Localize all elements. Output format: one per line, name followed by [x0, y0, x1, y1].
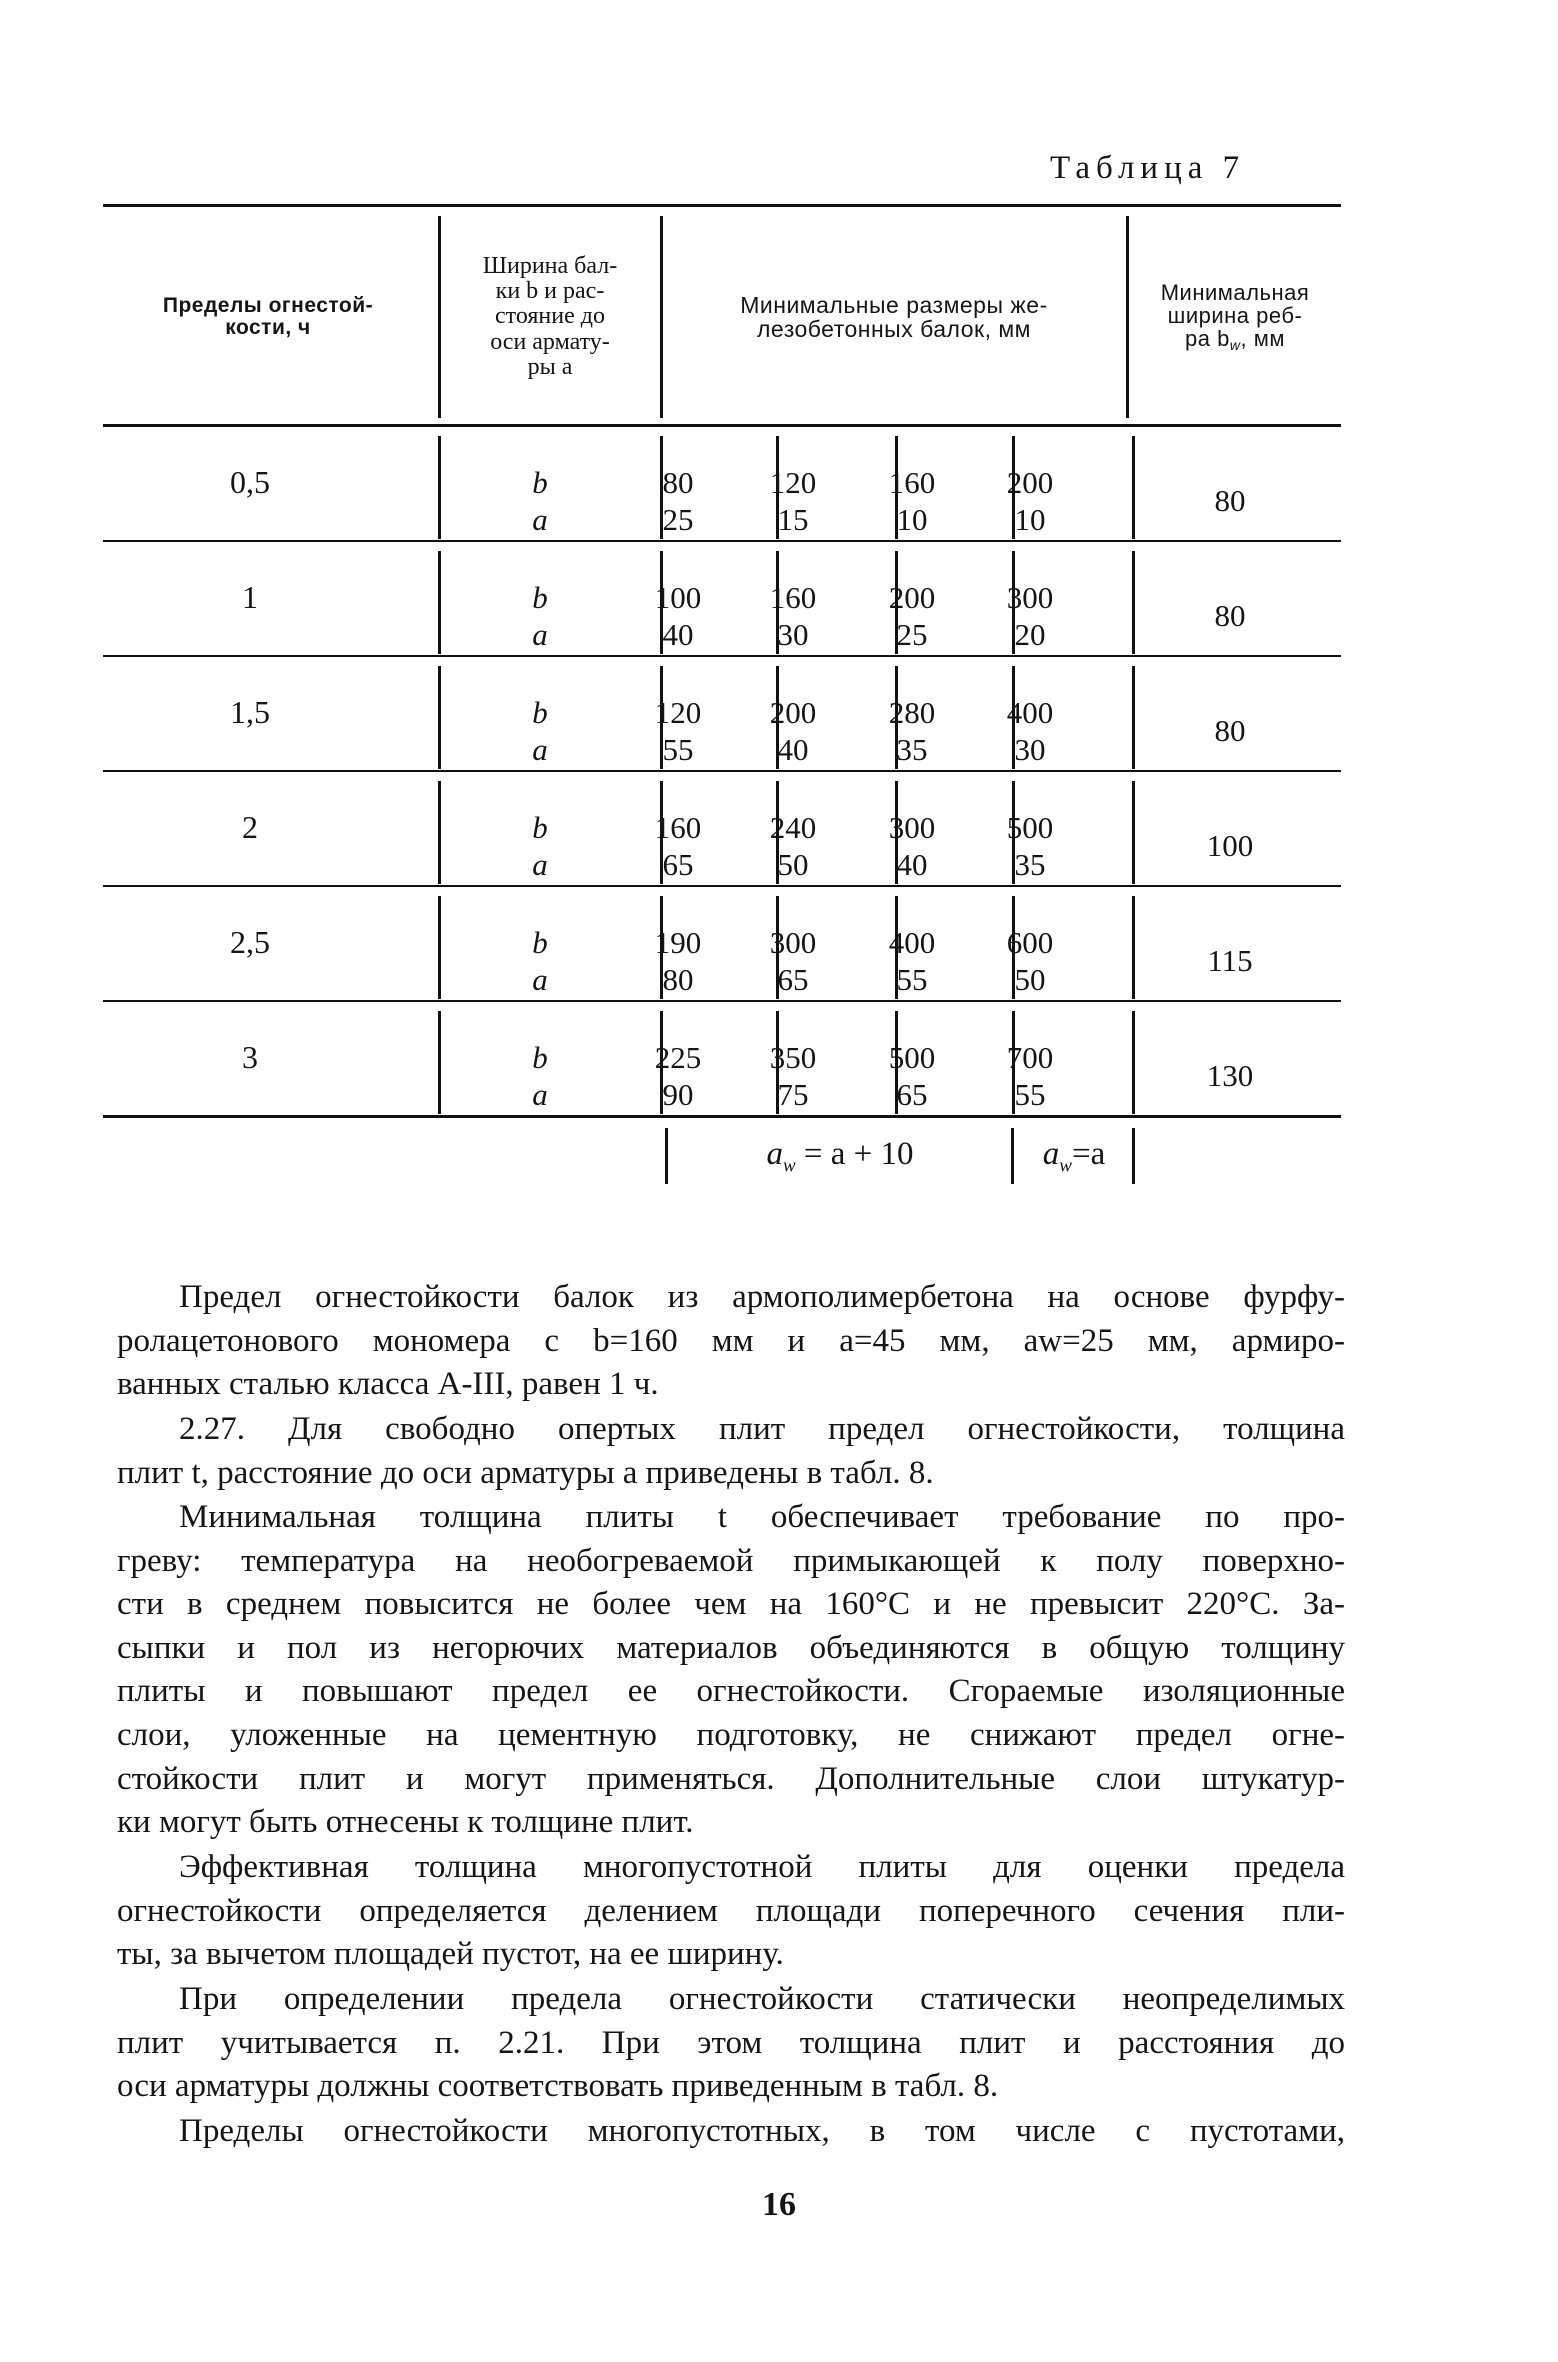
text-line: сыпки и пол из негорючих материалов объединяются в общую толщину — [117, 1629, 1345, 1666]
row-label-b: b — [532, 1040, 548, 1075]
row-separator — [103, 885, 1341, 887]
dimension-b-value: 700 — [1006, 1040, 1054, 1075]
fire-resistance-period: 1 — [242, 579, 258, 615]
column-divider — [1132, 666, 1135, 769]
dimension-b-value: 120 — [769, 465, 817, 500]
text-line: плит t, расстояние до оси арматуры a приведены в табл. 8. — [117, 1454, 934, 1491]
column-divider — [1132, 436, 1135, 539]
paragraph — [117, 1276, 1345, 1407]
dimension-b-value: 80 — [662, 465, 694, 500]
dimension-b-value: 160 — [769, 580, 817, 615]
dimension-b-value: 300 — [1006, 580, 1054, 615]
dimension-a-value: 40 — [896, 847, 928, 882]
column-divider — [438, 781, 441, 884]
fire-resistance-period: 2 — [242, 809, 258, 845]
dimension-b-value: 280 — [888, 695, 936, 730]
page-number: 16 — [762, 2186, 796, 2223]
dimension-b-value: 500 — [888, 1040, 936, 1075]
column-divider — [1011, 1128, 1014, 1184]
dimension-b-value: 160 — [888, 465, 936, 500]
text-line: Минимальная толщина плиты t обеспечивает требование по про- — [179, 1499, 1345, 1535]
row-label-a: a — [532, 962, 548, 997]
dimension-b-value: 160 — [654, 810, 702, 845]
dimension-a-value: 50 — [777, 847, 809, 882]
text-line: ролацетонового мономера с b=160 мм и a=45 мм, aw=25 мм, армиро- — [117, 1322, 1345, 1359]
dimension-a-value: 15 — [777, 502, 809, 537]
header-width-and-distance: Ширина бал- ки b и рас- стояние до оси армату- ры a — [482, 253, 618, 380]
dimension-a-value: 80 — [662, 962, 694, 997]
dimension-a-value: 35 — [1014, 847, 1046, 882]
row-separator — [103, 1000, 1341, 1002]
header-fire-resistance: Пределы огнестой- кости, ч — [162, 293, 374, 339]
row-label-a: a — [532, 847, 548, 882]
fire-resistance-period: 3 — [242, 1039, 258, 1075]
row-separator — [103, 655, 1341, 657]
dimension-a-value: 90 — [662, 1077, 694, 1112]
dimension-a-value: 75 — [777, 1077, 809, 1112]
column-divider — [1132, 1011, 1135, 1114]
dimension-b-value: 200 — [769, 695, 817, 730]
dimension-a-value: 35 — [896, 732, 928, 767]
dimension-a-value: 65 — [777, 962, 809, 997]
dimension-b-value: 200 — [1006, 465, 1054, 500]
min-rib-width-value: 100 — [1206, 828, 1254, 863]
dimension-a-value: 40 — [777, 732, 809, 767]
header-min-rib-width: Минимальная ширина реб- ра $b_w$, мм — [1160, 280, 1310, 354]
dimension-b-value: 400 — [1006, 695, 1054, 730]
dimension-b-value: 400 — [888, 925, 936, 960]
table-bottom-rule — [103, 1115, 1341, 1118]
column-divider — [438, 1011, 441, 1114]
paragraph — [117, 1496, 1345, 1845]
dimension-a-value: 25 — [662, 502, 694, 537]
table-caption: Таблица 7 — [1050, 150, 1246, 186]
text-line: слои, уложенные на цементную подготовку, не снижают предел огне- — [117, 1716, 1345, 1753]
text-line: огнестойкости определяется делением площади поперечного сечения пли- — [117, 1892, 1345, 1929]
formula-aw-equals-a: $a_w=a$ — [1042, 1136, 1106, 1177]
dimension-a-value: 50 — [1014, 962, 1046, 997]
text-line: плиты и повышают предел ее огнестойкости. Сгораемые изоляционные — [117, 1673, 1345, 1710]
row-label-a: a — [532, 617, 548, 652]
column-divider — [438, 896, 441, 999]
column-divider — [665, 1128, 668, 1184]
row-label-a: a — [532, 502, 548, 537]
row-separator — [103, 770, 1341, 772]
paragraph — [117, 1408, 1345, 1495]
text-line: плит учитывается п. 2.21. При этом толщина плит и расстояния до — [117, 2024, 1345, 2061]
min-rib-width-value: 115 — [1207, 943, 1253, 978]
min-rib-width-value: 80 — [1214, 483, 1246, 518]
row-label-b: b — [532, 695, 548, 730]
fire-resistance-period: 1,5 — [230, 694, 270, 730]
row-label-b: b — [532, 465, 548, 500]
dimension-a-value: 30 — [777, 617, 809, 652]
text-line: Пределы огнестойкости многопустотных, в том числе с пустотами, — [179, 2113, 1345, 2149]
paragraph — [117, 1978, 1345, 2109]
dimension-a-value: 30 — [1014, 732, 1046, 767]
text-line: греву: температура на необогреваемой примыкающей к полу поверхно- — [117, 1542, 1345, 1579]
dimension-b-value: 350 — [769, 1040, 817, 1075]
dimension-a-value: 65 — [896, 1077, 928, 1112]
dimension-b-value: 240 — [769, 810, 817, 845]
dimension-a-value: 55 — [896, 962, 928, 997]
text-line: ты, за вычетом площадей пустот, на ее ширину. — [117, 1936, 784, 1973]
dimension-a-value: 20 — [1014, 617, 1046, 652]
column-divider — [1132, 551, 1135, 654]
row-label-b: b — [532, 810, 548, 845]
row-separator — [103, 540, 1341, 542]
paragraph — [117, 2110, 1345, 2154]
text-line: сти в среднем повысится не более чем на 160°С и не превысит 220°С. За- — [117, 1586, 1345, 1623]
dimension-a-value: 10 — [896, 502, 928, 537]
table-header-rule — [103, 424, 1341, 427]
table-top-rule — [103, 204, 1341, 207]
dimension-b-value: 190 — [654, 925, 702, 960]
dimension-a-value: 40 — [662, 617, 694, 652]
dimension-b-value: 600 — [1006, 925, 1054, 960]
dimension-b-value: 100 — [654, 580, 702, 615]
formula-aw-a-plus-10: $a_w = a + 10$ — [766, 1136, 914, 1177]
dimension-a-value: 55 — [662, 732, 694, 767]
dimension-b-value: 200 — [888, 580, 936, 615]
column-divider — [1132, 1128, 1135, 1184]
dimension-a-value: 25 — [896, 617, 928, 652]
row-label-b: b — [532, 580, 548, 615]
text-line: стойкости плит и могут применяться. Дополнительные слои штукатур- — [117, 1760, 1345, 1797]
dimension-b-value: 300 — [888, 810, 936, 845]
column-divider — [1132, 896, 1135, 999]
column-divider — [438, 436, 441, 539]
text-line: Эффективная толщина многопустотной плиты для оценки предела — [179, 1849, 1345, 1885]
row-label-a: a — [532, 732, 548, 767]
dimension-a-value: 65 — [662, 847, 694, 882]
dimension-a-value: 10 — [1014, 502, 1046, 537]
paragraph — [117, 1846, 1345, 1977]
row-label-b: b — [532, 925, 548, 960]
text-line: Предел огнестойкости балок из армополимербетона на основе фурфу- — [179, 1279, 1345, 1315]
column-divider — [438, 666, 441, 769]
dimension-b-value: 300 — [769, 925, 817, 960]
fire-resistance-period: 0,5 — [230, 464, 270, 500]
fire-resistance-period: 2,5 — [230, 924, 270, 960]
min-rib-width-value: 130 — [1206, 1058, 1254, 1093]
text-line: ки могут быть отнесены к толщине плит. — [117, 1804, 694, 1841]
text-line: 2.27. Для свободно опертых плит предел огнестойкости, толщина — [179, 1411, 1345, 1447]
header-min-dimensions: Минимальные размеры же- лезобетонных балок, мм — [740, 291, 1048, 342]
text-line: оси арматуры должны соответствовать приведенным в табл. 8. — [117, 2068, 999, 2105]
min-rib-width-value: 80 — [1214, 713, 1246, 748]
dimension-a-value: 55 — [1014, 1077, 1046, 1112]
row-label-a: a — [532, 1077, 548, 1112]
text-line: При определении предела огнестойкости статически неопределимых — [179, 1981, 1345, 2017]
column-divider — [1132, 781, 1135, 884]
min-rib-width-value: 80 — [1214, 598, 1246, 633]
dimension-b-value: 225 — [654, 1040, 702, 1075]
text-line: ванных сталью класса А-III, равен 1 ч. — [117, 1366, 659, 1403]
dimension-b-value: 120 — [654, 695, 702, 730]
dimension-b-value: 500 — [1006, 810, 1054, 845]
column-divider — [438, 551, 441, 654]
